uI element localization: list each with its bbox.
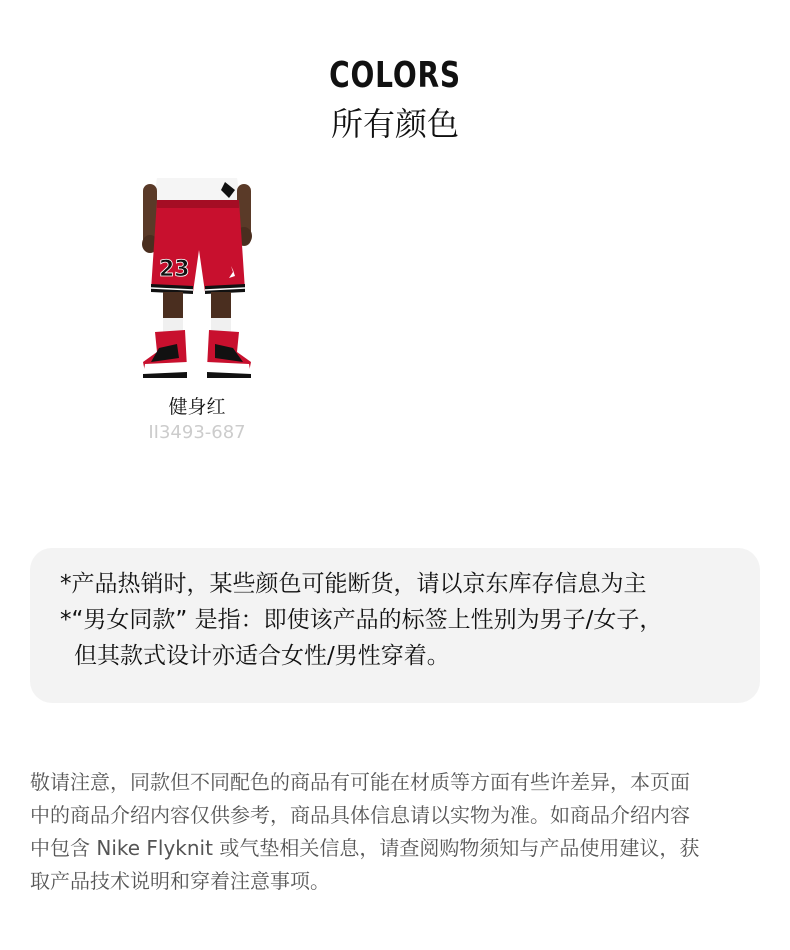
- notice-stock: *产品热销时，某些颜色可能断货，请以京东库存信息为主: [60, 571, 647, 597]
- page-title-en: COLORS: [329, 55, 461, 96]
- color-option-card[interactable]: [120, 178, 274, 444]
- svg-text:23: 23: [159, 257, 190, 282]
- color-name: 健身红: [168, 396, 226, 418]
- kids-basketball-shorts-photo[interactable]: [137, 178, 257, 378]
- notice-unisex: *“男女同款” 是指：即使该产品的标签上性别为男子/女子，: [60, 607, 663, 633]
- disclaimer-line-1: 敬请注意，同款但不同配色的商品有可能在材质等方面有些许差异，本页面: [30, 770, 690, 794]
- color-code: II3493-687: [148, 422, 246, 443]
- disclaimer-line-3: 中包含 Nike Flyknit 或气垫相关信息，请查阅购物须知与产品使用建议，获: [30, 836, 700, 860]
- disclaimer-text: [30, 766, 760, 898]
- disclaimer-line-4: 取产品技术说明和穿着注意事项。: [30, 869, 330, 893]
- colors-header: [0, 52, 790, 146]
- notice-box: [30, 548, 760, 703]
- disclaimer-line-2: 中的商品介绍内容仅供参考，商品具体信息请以实物为准。如商品介绍内容: [30, 803, 690, 827]
- page-title-zh: 所有颜色: [330, 105, 459, 143]
- notice-unisex-continued: 但其款式设计亦适合女性/男性穿着。: [74, 643, 450, 669]
